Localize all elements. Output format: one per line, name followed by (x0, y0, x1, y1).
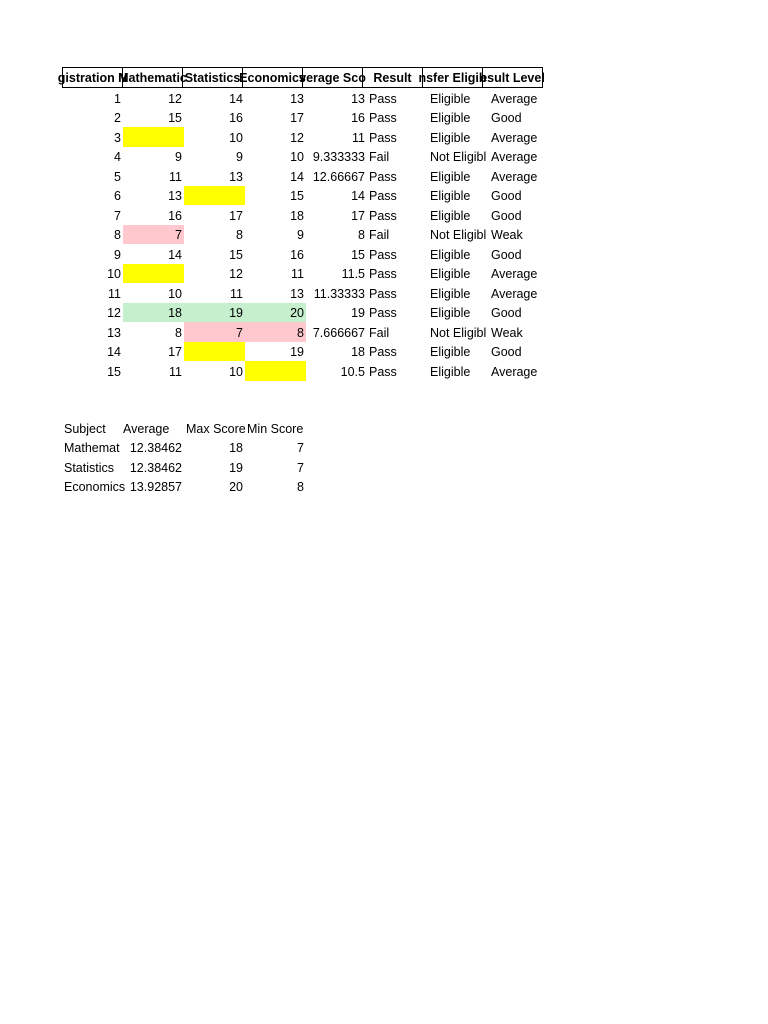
header-statistics[interactable]: Statistics (182, 67, 243, 88)
summary-max-cell[interactable]: 18 (229, 441, 243, 455)
average-score-cell[interactable]: 18 (351, 345, 365, 359)
average-score-cell[interactable]: 14 (351, 189, 365, 203)
registration-cell[interactable]: 8 (114, 228, 121, 242)
result-cell[interactable]: Pass (369, 169, 397, 184)
result-level-cell[interactable]: Average (491, 130, 538, 145)
table-row (62, 205, 550, 225)
result-cell[interactable]: Pass (369, 306, 397, 320)
summary-average-cell[interactable]: 13.92857 (129, 480, 182, 494)
result-cell[interactable]: Pass (369, 345, 397, 359)
transfer-eligibility-cell[interactable]: Eligible (430, 169, 471, 184)
summary-row (62, 438, 306, 458)
economics-cell[interactable]: 19 (290, 345, 304, 359)
transfer-eligibility-cell[interactable]: Eligible (430, 130, 471, 145)
summary-max-cell[interactable]: 19 (229, 460, 243, 475)
summary-header-average[interactable]: Average (123, 421, 170, 436)
registration-cell[interactable]: 3 (114, 130, 121, 145)
average-score-cell[interactable]: 10.5 (340, 364, 365, 379)
economics-cell[interactable]: 13 (290, 91, 304, 106)
table-row (62, 186, 550, 206)
result-level-cell[interactable]: Weak (491, 325, 523, 340)
result-cell[interactable]: Pass (369, 130, 397, 145)
registration-cell[interactable]: 14 (107, 345, 121, 359)
summary-min-cell[interactable]: 7 (297, 460, 304, 475)
mathematics-cell[interactable]: 11 (169, 364, 182, 379)
mathematics-cell[interactable]: 10 (168, 286, 182, 301)
registration-cell[interactable]: 7 (114, 208, 121, 223)
table-row (62, 303, 550, 323)
mathematics-cell[interactable]: 13 (168, 189, 182, 203)
average-score-cell[interactable]: 11.5 (341, 267, 365, 281)
header-economics[interactable]: Economics (242, 67, 303, 88)
header-registration[interactable]: gistration N (62, 67, 123, 88)
summary-row (62, 457, 306, 477)
result-cell[interactable]: Pass (369, 267, 397, 281)
summary-subject-cell[interactable]: Mathemat (64, 441, 120, 455)
result-level-cell[interactable]: Good (491, 111, 522, 125)
registration-cell[interactable]: 6 (114, 189, 121, 203)
transfer-eligibility-cell[interactable]: Eligible (430, 345, 471, 359)
summary-header-min[interactable]: Min Score (247, 421, 304, 436)
statistics-cell[interactable] (184, 342, 245, 362)
transfer-eligibility-cell[interactable]: Eligible (430, 111, 471, 125)
statistics-cell[interactable]: 8 (236, 228, 243, 242)
statistics-cell[interactable]: 11 (230, 286, 243, 301)
registration-cell[interactable]: 11 (108, 286, 121, 301)
mathematics-cell[interactable]: 18 (123, 303, 184, 323)
summary-min-cell[interactable]: 8 (297, 480, 304, 494)
result-cell[interactable]: Pass (369, 286, 397, 301)
result-cell[interactable]: Fail (369, 325, 390, 340)
result-level-cell[interactable]: Average (491, 286, 538, 301)
economics-cell[interactable]: 18 (290, 208, 304, 223)
summary-min-cell[interactable]: 7 (297, 441, 304, 455)
transfer-eligibility-cell[interactable]: Not Eligibl (430, 228, 487, 242)
economics-cell[interactable]: 8 (245, 322, 306, 342)
mathematics-cell[interactable]: 17 (168, 345, 182, 359)
table-row (62, 244, 550, 264)
statistics-cell[interactable]: 13 (229, 169, 243, 184)
statistics-cell[interactable]: 12 (229, 267, 243, 281)
registration-cell[interactable]: 13 (107, 325, 121, 340)
header-transfer-eligibility[interactable]: nsfer Eligib (422, 67, 483, 88)
result-cell[interactable]: Pass (369, 111, 397, 125)
statistics-cell[interactable]: 14 (229, 91, 243, 106)
result-level-cell[interactable]: Good (491, 306, 522, 320)
average-score-cell[interactable]: 13 (351, 91, 365, 106)
result-level-cell[interactable]: Good (491, 345, 522, 359)
average-score-cell[interactable]: 19 (351, 306, 365, 320)
statistics-cell[interactable]: 17 (229, 208, 243, 223)
transfer-eligibility-cell[interactable]: Eligible (430, 189, 471, 203)
transfer-eligibility-cell[interactable]: Not Eligibl (430, 325, 487, 340)
registration-cell[interactable]: 5 (114, 169, 121, 184)
economics-cell[interactable]: 12 (290, 130, 304, 145)
average-score-cell[interactable]: 16 (351, 111, 365, 125)
mathematics-cell[interactable]: 14 (168, 247, 182, 262)
statistics-cell[interactable]: 19 (184, 303, 245, 323)
average-score-cell[interactable]: 8 (358, 228, 365, 242)
average-score-cell[interactable]: 7.666667 (312, 325, 365, 340)
header-row (57, 67, 550, 88)
registration-cell[interactable]: 9 (114, 247, 121, 262)
result-level-cell[interactable]: Good (491, 208, 522, 223)
transfer-eligibility-cell[interactable]: Eligible (430, 247, 471, 262)
table-row (62, 88, 550, 108)
result-level-cell[interactable]: Average (491, 267, 538, 281)
mathematics-cell[interactable] (123, 127, 184, 147)
table-row (62, 127, 550, 147)
table-row (62, 225, 550, 245)
registration-cell[interactable]: 10 (107, 267, 121, 281)
transfer-eligibility-cell[interactable]: Eligible (430, 267, 471, 281)
economics-cell[interactable]: 13 (290, 286, 304, 301)
average-score-cell[interactable]: 9.333333 (312, 150, 365, 164)
result-cell[interactable]: Pass (369, 364, 397, 379)
average-score-cell[interactable]: 15 (351, 247, 365, 262)
average-score-cell[interactable]: 11.33333 (313, 286, 365, 301)
registration-cell[interactable]: 4 (114, 150, 121, 164)
result-level-cell[interactable]: Average (491, 364, 538, 379)
transfer-eligibility-cell[interactable]: Eligible (430, 91, 471, 106)
mathematics-cell[interactable] (123, 264, 184, 284)
economics-cell[interactable]: 10 (290, 150, 304, 164)
registration-cell[interactable]: 12 (107, 306, 121, 320)
statistics-cell[interactable]: 9 (236, 150, 243, 164)
transfer-eligibility-cell[interactable]: Eligible (430, 208, 471, 223)
registration-cell[interactable]: 15 (107, 364, 121, 379)
economics-cell[interactable]: 11 (291, 267, 304, 281)
registration-cell[interactable]: 1 (114, 91, 121, 106)
summary-header-max[interactable]: Max Score (186, 421, 246, 436)
result-cell[interactable]: Pass (369, 189, 397, 203)
economics-cell[interactable]: 17 (290, 111, 304, 125)
summary-row (62, 477, 306, 497)
mathematics-cell[interactable]: 9 (175, 150, 182, 164)
average-score-cell[interactable]: 11 (352, 130, 365, 145)
result-cell[interactable]: Pass (369, 91, 397, 106)
statistics-cell[interactable]: 10 (229, 364, 243, 379)
result-level-cell[interactable]: Average (491, 91, 538, 106)
table-row (62, 283, 550, 303)
header-average-score[interactable]: verage Sco (302, 67, 363, 88)
economics-cell[interactable]: 20 (245, 303, 306, 323)
table-row (62, 361, 550, 381)
transfer-eligibility-cell[interactable]: Eligible (430, 364, 471, 379)
summary-average-cell[interactable]: 12.38462 (129, 441, 182, 455)
summary-header-row (62, 418, 306, 438)
registration-cell[interactable]: 2 (114, 111, 121, 125)
result-level-cell[interactable]: Average (491, 169, 538, 184)
mathematics-cell[interactable]: 8 (175, 325, 182, 340)
summary-max-cell[interactable]: 20 (229, 480, 243, 494)
table-row (62, 166, 550, 186)
result-cell[interactable]: Fail (369, 228, 390, 242)
grades-table (57, 67, 550, 381)
economics-cell[interactable]: 9 (297, 228, 304, 242)
header-result-level[interactable]: esult Level (482, 67, 543, 88)
statistics-cell[interactable] (184, 186, 245, 206)
mathematics-cell[interactable]: 15 (168, 111, 182, 125)
economics-cell[interactable]: 16 (290, 247, 304, 262)
summary-table (62, 418, 306, 496)
result-level-cell[interactable]: Average (491, 150, 538, 164)
summary-average-cell[interactable]: 12.38462 (129, 460, 182, 475)
mathematics-cell[interactable]: 16 (168, 208, 182, 223)
economics-cell[interactable]: 14 (290, 169, 304, 184)
header-result[interactable]: Result (362, 67, 423, 88)
table-row (62, 322, 550, 342)
result-cell[interactable]: Fail (369, 150, 390, 164)
statistics-cell[interactable]: 15 (229, 247, 243, 262)
header-mathematics[interactable]: Mathematic (122, 67, 183, 88)
result-level-cell[interactable]: Good (491, 189, 522, 203)
mathematics-cell[interactable]: 11 (169, 169, 182, 184)
statistics-cell[interactable]: 16 (229, 111, 243, 125)
summary-subject-cell[interactable]: Economics (64, 480, 126, 494)
statistics-cell[interactable]: 7 (184, 322, 245, 342)
result-cell[interactable]: Pass (369, 208, 397, 223)
statistics-cell[interactable]: 10 (229, 130, 243, 145)
transfer-eligibility-cell[interactable]: Eligible (430, 286, 471, 301)
table-row (62, 108, 550, 128)
summary-header-subject[interactable]: Subject (64, 421, 106, 436)
economics-cell[interactable] (245, 361, 306, 381)
transfer-eligibility-cell[interactable]: Not Eligibl (430, 150, 487, 164)
result-level-cell[interactable]: Good (491, 247, 522, 262)
table-row (62, 147, 550, 167)
mathematics-cell[interactable]: 7 (123, 225, 184, 245)
result-level-cell[interactable]: Weak (491, 228, 523, 242)
result-cell[interactable]: Pass (369, 247, 397, 262)
average-score-cell[interactable]: 12.66667 (312, 169, 365, 184)
transfer-eligibility-cell[interactable]: Eligible (430, 306, 471, 320)
average-score-cell[interactable]: 17 (351, 208, 365, 223)
mathematics-cell[interactable]: 12 (168, 91, 182, 106)
table-row (62, 264, 550, 284)
economics-cell[interactable]: 15 (290, 189, 304, 203)
table-row (62, 342, 550, 362)
summary-subject-cell[interactable]: Statistics (64, 460, 115, 475)
